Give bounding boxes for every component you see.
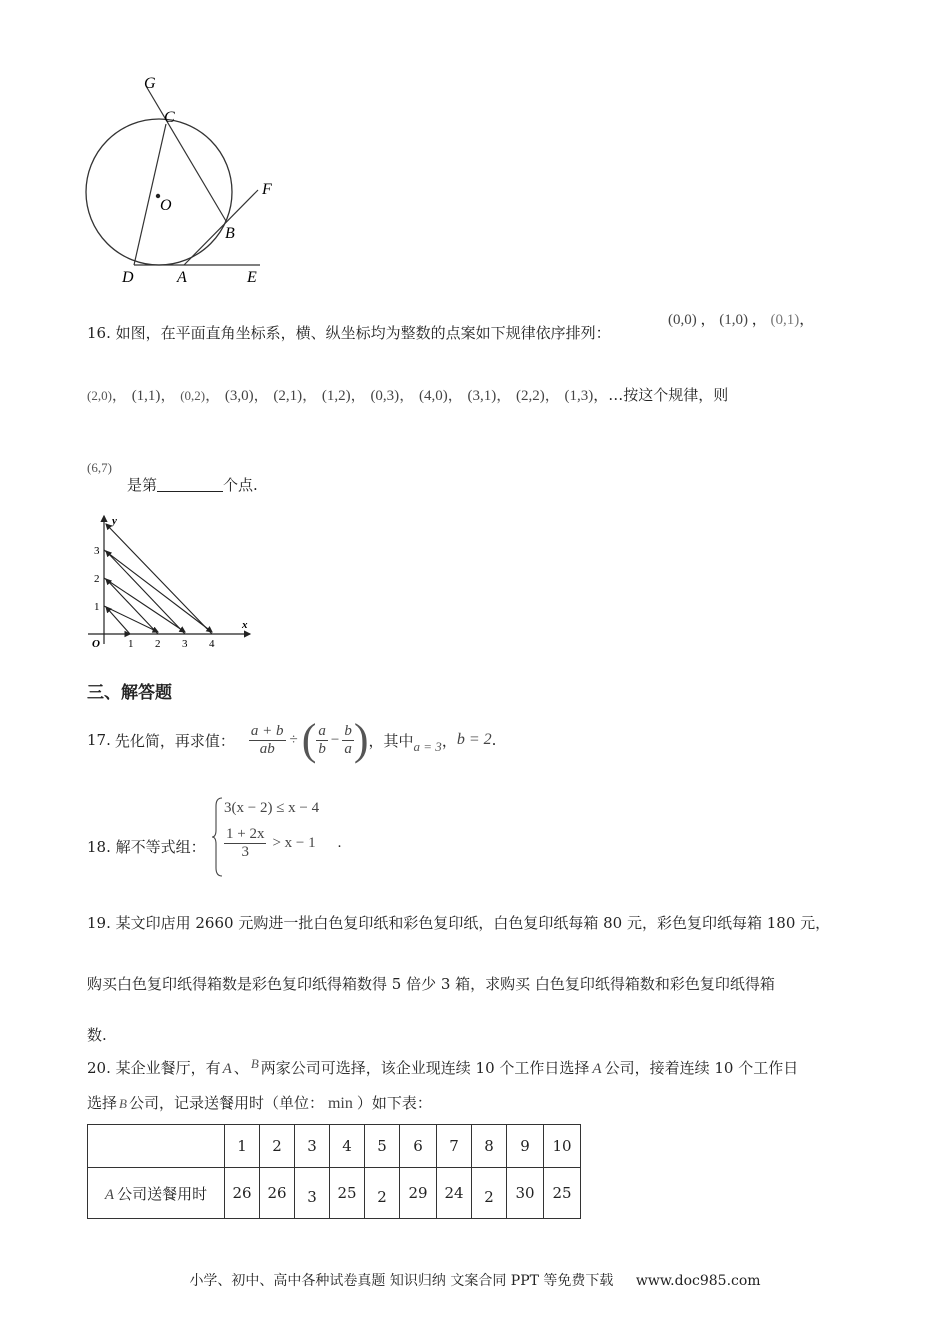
q20-text: 两家公司可选择，该企业现连续 10 个工作日选择 xyxy=(260,1059,590,1077)
table-cell: 26 xyxy=(225,1168,260,1219)
fraction-numerator: 1 + 2x xyxy=(226,826,265,842)
label-b: B xyxy=(225,225,235,242)
point-item: (0,2) xyxy=(180,388,206,403)
point-item: (2,0) xyxy=(87,388,112,403)
label-o: O xyxy=(160,197,172,214)
company-a: A xyxy=(222,1061,232,1077)
coordinate-arrow-figure xyxy=(82,510,262,650)
table-cell: 9 xyxy=(507,1125,544,1168)
table-cell xyxy=(88,1125,225,1168)
label-f: F xyxy=(262,181,272,198)
point-item: (0,1) xyxy=(770,312,800,328)
fraction-denominator: a xyxy=(344,740,352,757)
table-cell: 30 xyxy=(507,1168,544,1219)
left-paren: ( xyxy=(301,715,317,764)
footer-text: 小学、初中、高中各种试卷真题 知识归纳 文案合同 PPT 等免费下载 xyxy=(189,1273,614,1289)
table-cell: 24 xyxy=(437,1168,472,1219)
table-cell: 3 xyxy=(295,1125,330,1168)
q16-text1: 如图，在平面直角坐标系，横、纵坐标均为整数的点案如下规律依序排列： xyxy=(115,324,611,342)
q20-line2 xyxy=(87,1092,432,1113)
y-tick: 1 xyxy=(94,601,100,613)
point-item: (3,1) xyxy=(467,388,497,404)
q16-line1 xyxy=(87,322,611,343)
target-point: (6,7) xyxy=(87,460,112,475)
q17-end: . xyxy=(491,731,497,749)
arrow-segment xyxy=(106,524,212,634)
table-cell: 2 xyxy=(260,1125,295,1168)
fraction-denominator: ab xyxy=(259,740,275,757)
answer-blank[interactable] xyxy=(157,477,223,492)
brace-icon xyxy=(212,796,224,878)
q20-line1 xyxy=(87,1057,798,1078)
point-item: (3,0) xyxy=(224,388,254,404)
line-d-c xyxy=(134,124,166,265)
delivery-time-table xyxy=(87,1124,581,1219)
arrow-segment xyxy=(104,550,212,632)
fraction-b-over-a xyxy=(342,723,354,758)
inequality-2 xyxy=(224,826,341,861)
q16-line3-text xyxy=(127,474,258,495)
q17 xyxy=(87,712,496,768)
label-c: C xyxy=(164,109,175,126)
condition-a: a = 3 xyxy=(413,739,442,754)
circle-o xyxy=(86,119,232,265)
q20-text: 公司，接着连续 10 个工作日 xyxy=(604,1059,799,1077)
q17-where: ，其中 xyxy=(368,731,414,750)
label-a: A xyxy=(177,269,187,286)
company-a: A xyxy=(592,1061,602,1077)
table-cell: 10 xyxy=(544,1125,581,1168)
y-tick: 3 xyxy=(94,545,100,557)
inequality-2-rhs: > x − 1 xyxy=(272,835,316,851)
q16-text3-post: 个点. xyxy=(223,476,258,494)
row-label-text: 公司送餐用时 xyxy=(117,1184,208,1203)
q16-line3 xyxy=(87,458,112,476)
q20-text: 公司，记录送餐用时（单位： xyxy=(128,1094,324,1112)
table-row xyxy=(88,1168,581,1219)
table-cell: 25 xyxy=(544,1168,581,1219)
minus-sign: − xyxy=(330,731,340,748)
fraction-a-over-b xyxy=(316,723,328,758)
table-cell: 6 xyxy=(400,1125,437,1168)
axis-x-label: x xyxy=(242,619,248,631)
q17-text: 先化简，再求值： xyxy=(114,731,235,750)
q19-line1: 19. 某文印店用 2660 元购进一批白色复印纸和彩色复印纸，白色复印纸每箱 80 元，彩色复印纸每箱 180 元， xyxy=(87,914,831,932)
q17-number: 17. xyxy=(87,731,111,749)
fraction-numerator: a xyxy=(318,722,326,739)
label-e: E xyxy=(247,269,257,286)
q18-text: 解不等式组： xyxy=(115,838,206,856)
fraction-1-plus-2x-over-3 xyxy=(224,826,266,861)
unit-min: min xyxy=(327,1095,353,1112)
table-cell: 29 xyxy=(400,1168,437,1219)
q20-sep: 、 xyxy=(233,1059,249,1077)
company-b: B xyxy=(119,1096,127,1111)
fraction-denominator: b xyxy=(318,740,326,757)
q20-text: 选择 xyxy=(87,1094,118,1112)
row-label xyxy=(88,1168,225,1219)
table-cell: 26 xyxy=(260,1168,295,1219)
arrow-segment xyxy=(106,579,158,634)
q16-points-line1: (0,0) ， (1,0) ， (0,1)， xyxy=(668,312,815,328)
x-tick: 3 xyxy=(182,638,188,650)
section-title: 三、解答题 xyxy=(87,683,172,703)
inequality-1: 3(x − 2) ≤ x − 4 xyxy=(224,800,320,816)
table-cell: 7 xyxy=(437,1125,472,1168)
inequality-system xyxy=(212,796,362,878)
q19-line2: 购买白色复印纸得箱数是彩色复印纸得箱数得 5 倍少 3 箱，求购买 白色复印纸得箱数和彩色复印纸得箱 xyxy=(87,975,775,993)
q20-text: ）如下表： xyxy=(356,1094,432,1112)
q18-label xyxy=(87,836,206,857)
fraction-a-plus-b-over-ab xyxy=(249,723,286,758)
q16-number: 16. xyxy=(87,324,111,342)
right-paren: ) xyxy=(353,715,369,764)
point-item: (1,0) xyxy=(719,312,749,328)
q18-number: 18. xyxy=(87,838,111,856)
arrow-segment xyxy=(104,606,158,632)
axis-y-label: y xyxy=(112,515,117,527)
label-d: D xyxy=(122,269,134,286)
circle-geometry-figure xyxy=(80,70,300,290)
point-item: (2,2) xyxy=(515,388,545,404)
q17-sep: ， xyxy=(441,731,457,750)
x-tick: 4 xyxy=(209,638,215,650)
table-cell: 2 xyxy=(365,1168,400,1219)
fraction-numerator: a + b xyxy=(250,722,284,739)
q20-text: 20. 某企业餐厅，有 xyxy=(87,1059,221,1077)
q18-end: . xyxy=(337,835,342,851)
footer-site-link[interactable]: www.doc985.com xyxy=(635,1273,761,1289)
label-g: G xyxy=(144,75,156,92)
table-header-row xyxy=(88,1125,581,1168)
line-g-b xyxy=(146,86,226,221)
point-item: (1,2) xyxy=(321,388,351,404)
q16-text3-pre: 是第 xyxy=(127,476,158,494)
page-footer xyxy=(0,1270,950,1290)
arrow-segment xyxy=(104,578,185,632)
arrow-segment xyxy=(106,607,130,634)
point-item: (2,1) xyxy=(273,388,303,404)
table-cell: 1 xyxy=(225,1125,260,1168)
point-item: (0,0) xyxy=(668,312,697,328)
line-a-f xyxy=(184,190,258,265)
table-cell: 8 xyxy=(472,1125,507,1168)
point-item: (1,1) xyxy=(131,388,161,404)
x-tick: 2 xyxy=(155,638,161,650)
company-b: B xyxy=(250,1056,259,1071)
q16-points-line2: (2,0)， (1,1)， (0,2)， (3,0)， (2,1)， (1,2)， (0,3)， (4,0)， (3,1)， (2,2)， (1,3)，…按这个规律，则 xyxy=(87,386,729,404)
q19-line3: 数. xyxy=(87,1026,107,1044)
table-cell: 2 xyxy=(472,1168,507,1219)
point-item: (1,3) xyxy=(564,388,594,404)
table-cell: 25 xyxy=(330,1168,365,1219)
fraction-denominator: 3 xyxy=(241,844,249,860)
x-tick: 1 xyxy=(128,638,134,650)
y-tick: 2 xyxy=(94,573,100,585)
divide-sign: ÷ xyxy=(289,731,298,748)
point-item: (4,0) xyxy=(418,388,448,404)
point-item: (0,3) xyxy=(370,388,400,404)
q16-text2: ，…按这个规律，则 xyxy=(593,386,729,404)
company-a: A xyxy=(104,1186,115,1203)
fraction-numerator: b xyxy=(344,722,352,739)
table-cell: 3 xyxy=(295,1168,330,1219)
table-cell: 4 xyxy=(330,1125,365,1168)
table-cell: 5 xyxy=(365,1125,400,1168)
origin-label: O xyxy=(92,638,100,650)
condition-b: b = 2 xyxy=(456,731,492,748)
